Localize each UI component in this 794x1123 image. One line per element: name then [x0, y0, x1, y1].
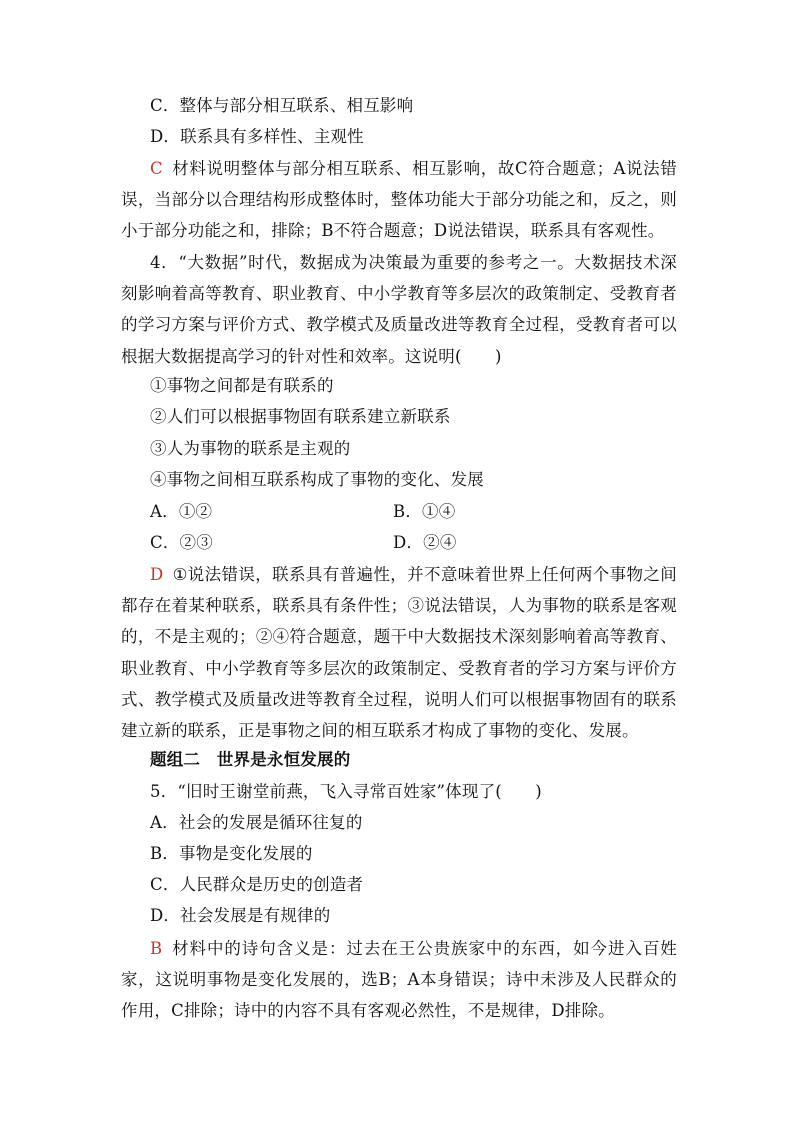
- q5-answer-letter: B: [150, 939, 163, 958]
- q4-option-b: B．①④: [393, 502, 456, 521]
- q4-option-d: D．②④: [393, 533, 457, 552]
- group2-title: 题组二 世界是永恒发展的: [150, 750, 351, 769]
- q4-statement-3: ③人为事物的联系是主观的: [150, 439, 351, 458]
- q4-statement-1: ①事物之间都是有联系的: [150, 376, 334, 395]
- q3-option-d: D．联系具有多样性、主观性: [150, 127, 364, 146]
- q4-statement-2: ②人们可以根据事物固有联系建立新联系: [150, 407, 451, 426]
- q5-option-b: B．事物是变化发展的: [150, 844, 313, 863]
- q4-answer-block: [121, 559, 677, 746]
- q5-option-d: D．社会发展是有规律的: [150, 906, 331, 925]
- q4-option-c: C．②③: [150, 533, 213, 552]
- q4-explanation: ①说法错误，联系具有普遍性，并不意味着世界上任何两个事物之间都存在着某种联系，联系具有条件性；③说法错误，人为事物的联系是客观的，不是主观的；②④符合题意，题干中大数据技术深刻影响着高等教育、职业教育、中小学教育等多层次的政策制定、受教育者的学习方案与评价方式、教学模式及质量改进等教育全过程，说明人们可以根据事物固有的联系建立新的联系，正是事物之间的相互联系才构成了事物的变化、发展。: [121, 565, 677, 741]
- q3-answer-block: [121, 153, 677, 247]
- q3-option-c: C．整体与部分相互联系、相互影响: [150, 96, 414, 115]
- q5-explanation: 材料中的诗句含义是：过去在王公贵族家中的东西，如今进入百姓家，这说明事物是变化发展的，选B；A本身错误；诗中未涉及人民群众的作用，C排除；诗中的内容不具有客观必然性，不是规律，D排除。: [121, 939, 677, 1021]
- q5-answer-block: [121, 933, 677, 1027]
- q4-answer-letter: D: [150, 565, 164, 584]
- q4-stem: 4．“大数据”时代，数据成为决策最为重要的参考之一。大数据技术深刻影响着高等教育、职业教育、中小学教育等多层次的政策制定、受教育者的学习方案与评价方式、教学模式及质量改进等教育全过程，受教育者可以根据大数据提高学习的针对性和效率。这说明( ): [121, 253, 677, 366]
- q4-statement-4: ④事物之间相互联系构成了事物的变化、发展: [150, 470, 484, 489]
- q5-option-c: C．人民群众是历史的创造者: [150, 875, 364, 894]
- q5-option-a: A．社会的发展是循环往复的: [150, 813, 363, 832]
- q3-answer-letter: C: [150, 159, 163, 178]
- q5-stem: 5．“旧时王谢堂前燕，飞入寻常百姓家”体现了( ): [150, 782, 542, 801]
- q3-explanation: 材料说明整体与部分相互联系、相互影响，故C符合题意；A说法错误，当部分以合理结构形成整体时，整体功能大于部分功能之和，反之，则小于部分功能之和，排除；B不符合题意；D说法错误，联系具有客观性。: [121, 159, 677, 241]
- q4-option-a: A．①②: [150, 502, 213, 521]
